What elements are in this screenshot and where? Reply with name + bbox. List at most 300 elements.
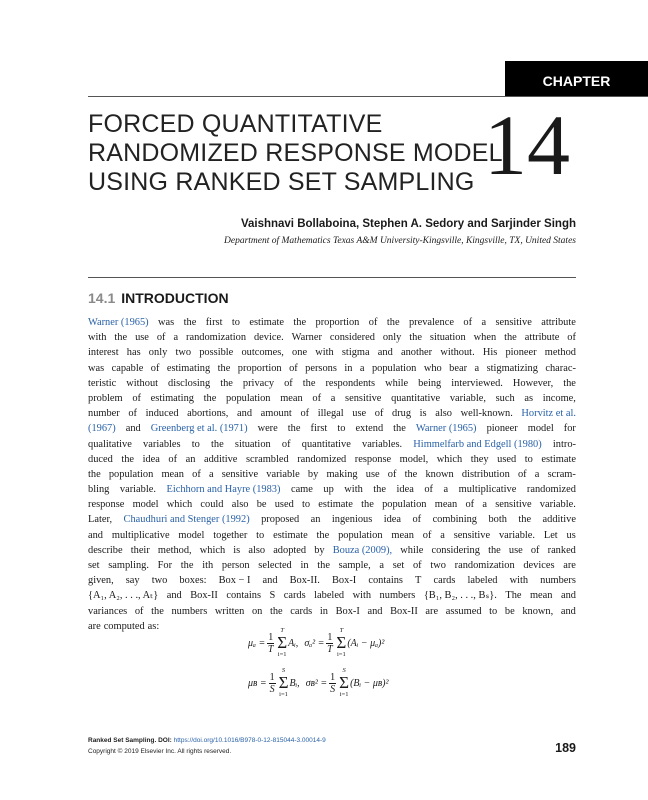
word: Box-I [335, 605, 360, 617]
word: an [185, 453, 196, 465]
word: of [132, 392, 141, 404]
word: the [373, 484, 386, 496]
summation-symbol: T Σ i=1 [336, 627, 347, 658]
word: distribution [461, 468, 510, 480]
word: of [168, 453, 178, 465]
word: problem [88, 392, 123, 404]
word: For [157, 560, 173, 571]
word: variable [266, 468, 300, 480]
word: two [151, 575, 168, 587]
word: first [310, 423, 328, 435]
eq-term: (Bᵢ − μʙ)² [350, 677, 389, 689]
word: use [135, 332, 149, 344]
word: the [269, 605, 283, 617]
doi-link[interactable]: https://doi.org/10.1016/B978-0-12-815044-3.00014-9 [173, 737, 326, 744]
word: of [463, 317, 473, 328]
word: with [352, 590, 372, 602]
word: duced [88, 453, 113, 465]
word: intro- [552, 438, 576, 450]
word: to [489, 605, 498, 617]
denominator: S [330, 683, 336, 695]
word: of [422, 529, 432, 541]
word: us [566, 529, 576, 541]
word: also [435, 408, 452, 420]
numerator: 1 [269, 671, 275, 683]
eq-term: Bᵢ, [289, 677, 300, 689]
word: a [440, 529, 445, 541]
paragraph-line [88, 512, 576, 527]
word: idea [383, 514, 402, 526]
word: model [132, 499, 159, 511]
word: estimate [318, 499, 353, 511]
chapter-title-line: FORCED QUANTITATIVE [88, 110, 383, 138]
fraction [329, 672, 336, 695]
citation-link[interactable]: Chaudhuri and Stenger (1992) [123, 514, 250, 526]
word: also [231, 499, 249, 511]
citation-link[interactable]: Warner (1965) [88, 317, 149, 328]
sum-upper: T [280, 627, 284, 634]
word: proportion [315, 317, 360, 328]
paragraph-line [88, 543, 576, 558]
paragraph-line [88, 482, 576, 497]
word: only [148, 347, 168, 359]
word: idea [142, 453, 160, 465]
word: of [424, 484, 433, 496]
word: the [121, 453, 135, 465]
word: could [200, 499, 224, 511]
introduction-paragraph [88, 315, 576, 634]
section-title: INTRODUCTION [121, 290, 229, 306]
word: computed [103, 620, 145, 632]
word: to [191, 438, 200, 450]
word: of [312, 392, 322, 404]
word: which [436, 453, 463, 465]
word: respondents [325, 377, 376, 389]
word: model, [399, 453, 429, 465]
word: scram- [547, 468, 576, 480]
word: of [150, 362, 160, 374]
word: variables. [362, 438, 403, 450]
paragraph-line [88, 315, 576, 330]
word: which [199, 544, 226, 556]
word: of [412, 514, 422, 526]
word: ith [202, 560, 214, 571]
word: being [418, 377, 442, 389]
word: attribute [524, 332, 560, 344]
word: induced [145, 408, 179, 420]
word: the [393, 423, 406, 435]
word: multiplicative [111, 529, 170, 541]
footer-doi-label: DOI: [158, 737, 172, 744]
word: assumed [445, 605, 482, 617]
word: Later, [88, 514, 113, 526]
paragraph-line [88, 558, 576, 573]
word: in [300, 560, 309, 571]
affiliation: Department of Mathematics Texas A&M University-Kingsville, Kingsville, TX, United States [224, 236, 576, 246]
word: known, [522, 605, 554, 617]
word: sensitive [345, 392, 382, 404]
word: ranked [547, 544, 576, 556]
footer-source-label: Ranked Set Sampling. [88, 737, 157, 744]
word: the [404, 468, 418, 480]
word: the [361, 499, 374, 511]
word: situation [429, 332, 466, 344]
word: the [183, 317, 197, 328]
word: mean [161, 468, 184, 480]
word: was [158, 317, 175, 328]
word: population [338, 529, 383, 541]
word: multiplicative [458, 484, 517, 496]
word: while [385, 377, 409, 389]
word: the [409, 332, 422, 344]
word: pioneer [486, 423, 518, 435]
word: device. [253, 332, 284, 344]
word: outcomes, [241, 347, 284, 359]
word: on [251, 605, 263, 617]
paragraph-line [88, 588, 576, 603]
word: interest [88, 347, 119, 359]
word: came [290, 484, 313, 496]
word: response [88, 499, 125, 511]
fraction [267, 632, 274, 655]
citation-link[interactable]: Horvitz et al. [521, 408, 576, 420]
word: used [497, 453, 517, 465]
word: His [482, 347, 498, 359]
word: {A₁, A₂, . . ., Aₜ} [88, 590, 159, 602]
summation-symbol: S Σ i=1 [339, 667, 350, 698]
word: Box-II [390, 605, 418, 617]
word: bear [449, 362, 468, 374]
word: of [300, 408, 310, 420]
word: of [374, 408, 384, 420]
word: attribute [541, 317, 576, 328]
word: in [344, 362, 353, 374]
paragraph-line [88, 467, 576, 482]
word: the [151, 605, 164, 617]
authors: Vaishnavi Bollaboina, Stephen A. Sedory and Sarjinder Singh [240, 218, 576, 230]
chapter-label: CHAPTER [505, 61, 648, 97]
word: the [386, 317, 400, 328]
word: quantitative [301, 438, 351, 450]
word: stigmatizing [486, 362, 538, 374]
sum-upper: S [281, 667, 286, 674]
equation-box-one [248, 627, 384, 659]
word: mean [280, 392, 303, 404]
word: scrambled [245, 453, 289, 465]
word: two [175, 347, 192, 359]
word: of [128, 408, 138, 420]
paragraph-line [88, 528, 576, 543]
citation-link[interactable]: Greenberg et al. (1971) [150, 423, 248, 435]
summation-symbol: S Σ i=1 [278, 667, 289, 698]
chapter-title [88, 110, 503, 197]
word: they [470, 453, 489, 465]
eq-term: Aᵢ, [288, 637, 299, 649]
numerator: 1 [327, 631, 333, 643]
word: The [505, 590, 522, 602]
word: and [560, 590, 576, 602]
denominator: T [327, 643, 333, 655]
word: are [563, 560, 576, 571]
word: prevalence [408, 317, 454, 328]
word: as [524, 392, 533, 404]
word: a [379, 560, 385, 571]
word: an [310, 514, 321, 526]
paragraph-line [88, 497, 576, 512]
word: Box-I [332, 575, 357, 587]
eq-mu-a-lhs: μₐ = [248, 637, 266, 649]
word: and [125, 423, 141, 435]
word: two [430, 560, 446, 571]
page-number: 189 [555, 741, 576, 755]
word: Warner [291, 332, 322, 344]
word: variances [88, 605, 128, 617]
word: estimating [150, 392, 194, 404]
word: of [289, 362, 298, 374]
word: a [173, 332, 179, 344]
word: labeled [467, 575, 498, 587]
word: the [488, 544, 501, 556]
numerator: 1 [330, 671, 336, 683]
word: are [88, 620, 101, 632]
word: the [563, 377, 576, 389]
word: to [524, 453, 533, 465]
word: of [156, 332, 166, 344]
word: the [316, 529, 330, 541]
word: model [527, 423, 554, 435]
citation-link[interactable]: Eichhorn and Hayre (1983) [166, 484, 281, 496]
word: income, [542, 392, 576, 404]
sum-lower: i=1 [337, 651, 346, 658]
word: with [509, 575, 529, 587]
word: disclosing [168, 377, 211, 389]
eq-sigma-a-lhs: σₐ² = [304, 637, 325, 649]
word: labeled [314, 590, 345, 602]
eq-sigma-b-lhs: σʙ² = [305, 677, 328, 689]
word: selected [258, 560, 292, 571]
word: contains [368, 575, 403, 587]
word: response [354, 453, 392, 465]
word: the [287, 423, 301, 435]
paragraph-line [88, 573, 576, 588]
word: of [387, 468, 397, 480]
word: the [203, 392, 217, 404]
paragraph-line [88, 421, 576, 436]
sum-upper: S [342, 667, 346, 674]
word: {B₁, B₂, . . ., Bₛ}. [423, 590, 497, 602]
word: the [302, 377, 316, 389]
word: and [88, 529, 104, 541]
citation-link[interactable]: Warner (1965) [415, 423, 477, 435]
sum-lower: i=1 [339, 691, 349, 698]
word: a [359, 362, 365, 374]
word: say [125, 575, 140, 587]
word: the [293, 317, 307, 328]
eq-mu-b-lhs: μʙ = [248, 677, 267, 689]
word: sampling. [108, 560, 149, 571]
equation-box-two [248, 667, 389, 699]
word: has [126, 347, 141, 359]
word: set [88, 560, 100, 571]
word: abortions, [187, 408, 229, 420]
word: variable. [498, 529, 535, 541]
word: considered [329, 332, 375, 344]
word: making [326, 468, 358, 480]
word: first [205, 317, 223, 328]
word: of [192, 468, 201, 480]
paragraph-line [88, 604, 576, 619]
word: additive [542, 514, 576, 526]
word: and [377, 347, 393, 359]
citation-link[interactable]: Himmelfarb and Edgell (1980) [413, 438, 542, 450]
word: model [178, 529, 205, 541]
word: with [315, 347, 334, 359]
word: a [482, 499, 487, 511]
word: the [114, 332, 128, 344]
word: variable, [449, 392, 486, 404]
word: considering [431, 544, 480, 556]
word: well-known. [460, 408, 513, 420]
word: Box-II [190, 590, 218, 602]
word: sensitive [221, 468, 259, 480]
word: estimating [166, 362, 211, 374]
paragraph-line [88, 361, 576, 376]
word: idea [396, 484, 414, 496]
word: a [330, 392, 336, 404]
word: numbers [540, 575, 576, 587]
word: However, [512, 377, 554, 389]
word: a [534, 468, 540, 480]
word: randomized [297, 453, 347, 465]
word: contains [226, 590, 261, 602]
word: a [208, 468, 214, 480]
word: Box − I [218, 575, 251, 587]
word: another [400, 347, 433, 359]
word: qualitative [88, 438, 132, 450]
section-heading [88, 290, 229, 306]
word: is [233, 544, 241, 556]
word: cards [290, 605, 313, 617]
word: also [248, 544, 266, 556]
word: and [560, 605, 576, 617]
word: randomization [186, 332, 247, 344]
word: with [344, 484, 363, 496]
word: by [307, 468, 319, 480]
word: sensitive [495, 317, 532, 328]
chapter-title-line: USING RANKED SET SAMPLING [88, 168, 475, 196]
word: without [126, 377, 159, 389]
word: when [473, 332, 497, 344]
word: persons [305, 362, 337, 374]
word: pioneer [505, 347, 537, 359]
word: population [108, 468, 154, 480]
word: who [423, 362, 442, 374]
denominator: S [269, 683, 275, 695]
word: of [517, 468, 527, 480]
word: together [213, 529, 248, 541]
word: as: [147, 620, 160, 632]
word: cards [283, 590, 306, 602]
word: be [504, 605, 515, 617]
citation-link[interactable]: Bouza (2009), [332, 544, 393, 556]
word: boxes: [179, 575, 207, 587]
word: the [180, 560, 194, 571]
word: to [256, 529, 265, 541]
word: Box-II. [289, 575, 320, 587]
word: while [400, 544, 424, 556]
numerator: 1 [268, 631, 274, 643]
word: the [504, 332, 517, 344]
word: population [371, 362, 417, 374]
word: used [274, 499, 294, 511]
word: illegal [317, 408, 344, 420]
word: sample, [338, 560, 371, 571]
sum-lower: i=1 [279, 691, 288, 698]
summation-symbol: T Σ i=1 [277, 627, 288, 658]
sum-upper: T [339, 627, 344, 634]
word: of [134, 605, 144, 617]
word: the [518, 514, 532, 526]
word: population [226, 392, 271, 404]
word: interviewed. [451, 377, 503, 389]
word: combining [432, 514, 478, 526]
word: and [166, 590, 182, 602]
word: variables [143, 438, 181, 450]
word: describe [88, 544, 123, 556]
word: drug [392, 408, 412, 420]
word: capable [111, 362, 144, 374]
word: is [419, 408, 427, 420]
word: were [257, 423, 278, 435]
word: of [284, 377, 293, 389]
word: method [544, 347, 576, 359]
eq-term: (Aᵢ − μₐ)² [347, 637, 385, 649]
word: additive [203, 453, 238, 465]
chapter-title-line: RANDOMIZED RESPONSE MODEL [88, 139, 503, 167]
word: number [88, 408, 120, 420]
fraction [326, 632, 333, 655]
word: both [488, 514, 507, 526]
word: which [166, 499, 193, 511]
word: ingenious [331, 514, 373, 526]
section-rule [88, 277, 576, 278]
word: estimate [273, 529, 308, 541]
word: S [269, 590, 276, 602]
word: written [214, 605, 245, 617]
word: their [130, 544, 150, 556]
word: mean [529, 590, 553, 602]
word: charac- [545, 362, 576, 374]
word: up [323, 484, 334, 496]
word: known [425, 468, 454, 480]
word: and [367, 605, 383, 617]
word: stigma [341, 347, 370, 359]
word: of [530, 544, 540, 556]
word: are [425, 605, 439, 617]
word: privacy [242, 377, 275, 389]
word: variable. [539, 499, 576, 511]
word: and [262, 575, 278, 587]
word: in [319, 605, 328, 617]
sum-lower: i=1 [277, 651, 287, 658]
copyright: Copyright © 2019 Elsevier Inc. All rights reserved. [88, 748, 232, 755]
word: of [567, 332, 576, 344]
citation-link[interactable]: (1967) [88, 423, 116, 435]
word: use [352, 408, 367, 420]
word: of [465, 499, 475, 511]
word: possible [199, 347, 234, 359]
word: set [392, 560, 405, 571]
